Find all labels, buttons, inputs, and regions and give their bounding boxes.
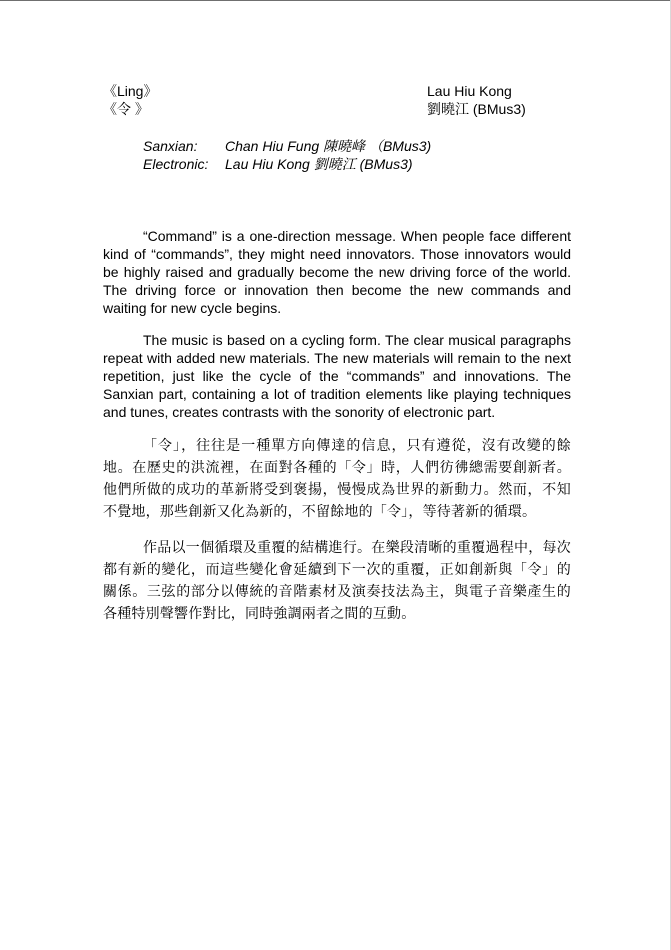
credit-row-sanxian bbox=[143, 137, 431, 155]
paragraph-english-2: The music is based on a cycling form. The clear musical paragraphs repeat with added new materials. The new materials will remain to the next repetition, just like the cycle of the “commands” and innovations. The Sanxian part, containing a lot of tradition elements like playing techniques and tunes, creates contrasts with the sonority of electronic part. bbox=[103, 332, 571, 420]
title-english: 《Ling》 bbox=[103, 83, 158, 99]
title-chinese: 《令 》 bbox=[103, 101, 149, 117]
credit-role: Electronic: bbox=[143, 156, 209, 172]
title-block bbox=[103, 82, 157, 118]
paragraph-chinese-1: 「令」，往往是一種單方向傳達的信息，只有遵從，沒有改變的餘地。在歷史的洪流裡，在面對各種的「令」時，人們彷彿總需要創新者。他們所做的成功的革新將受到褒揚，慢慢成為世界的新動力。然而，不知不覺地，那些創新又化為新的，不留餘地的「令」，等待著新的循環。 bbox=[103, 438, 571, 520]
composer-block bbox=[427, 82, 526, 118]
performer-credits bbox=[143, 137, 431, 173]
credit-name: Chan Hiu Fung 陳曉峰 （BMus3) bbox=[225, 138, 432, 154]
page-top-border bbox=[0, 0, 671, 1]
credit-name: Lau Hiu Kong 劉曉江 (BMus3) bbox=[225, 156, 413, 172]
composer-name-chinese: 劉曉江 (BMus3) bbox=[427, 101, 526, 117]
paragraph-english-1: “Command” is a one-direction message. When people face different kind of “commands”, they might need innovators. Those innovators would be highly raised and gradually become the new driving force of the world. The driving force or innovation then become the new commands and waiting for new cycle begins. bbox=[103, 228, 571, 316]
credit-row-electronic bbox=[143, 155, 431, 173]
composer-name-english: Lau Hiu Kong bbox=[427, 83, 512, 99]
paragraph-chinese-2: 作品以一個循環及重覆的結構進行。在樂段清晰的重覆過程中，每次都有新的變化，而這些變化會延續到下一次的重覆，正如創新與「令」的關係。三弦的部分以傳統的音階素材及演奏技法為主，與電子音樂產生的各種特別聲響作對比，同時強調兩者之間的互動。 bbox=[103, 540, 571, 622]
credit-role: Sanxian: bbox=[143, 138, 198, 154]
program-notes bbox=[103, 227, 571, 639]
